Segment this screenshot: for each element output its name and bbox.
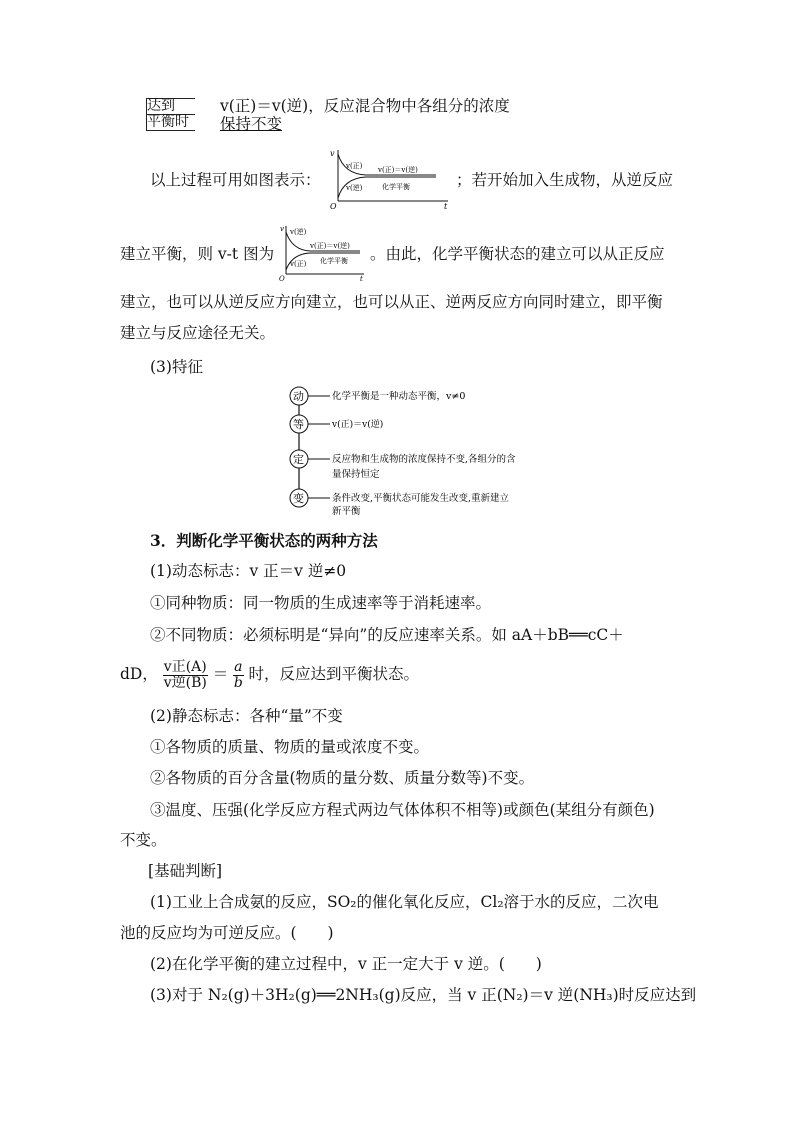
section3-static-1: ①各物质的质量、物质的量或浓度不变。 (150, 738, 430, 756)
reach-label-line2: 平衡时 (147, 114, 189, 130)
feature-text-bian-2: 新平衡 (332, 506, 361, 516)
basic-q1a: (1)工业上合成氨的反应，SO₂的催化氧化反应，Cl₂溶于水的反应，二次电 (150, 893, 659, 911)
para1-after: ；若开始加入生成物，从逆反应 (456, 171, 674, 189)
section3-static-2: ②各物质的百分含量(物质的量分数、质量分数等)不变。 (150, 769, 535, 787)
graph2-reverse-label: v(逆) (290, 228, 307, 236)
feature-char-ding: 定 (293, 453, 304, 466)
vt-graph-forward (316, 146, 454, 210)
section3-title: 3．判断化学平衡状态的两种方法 (150, 531, 378, 550)
reach-equilibrium-label (146, 98, 195, 131)
graph2-equal-label: v(正)＝v(逆) (310, 242, 350, 250)
graph1-t-label: t (444, 202, 448, 210)
rate-ratio-numerator: v正(A) (163, 658, 207, 675)
section3-dynamic: (1)动态标志：v 正＝v 逆≠0 (150, 562, 347, 580)
graph1-balance-label: 化学平衡 (382, 183, 410, 191)
section3-dynamic-2b (120, 656, 419, 692)
graph2-v-label: v (280, 225, 284, 233)
reach-text-2: 保持不变 (220, 115, 283, 133)
graph2-origin: O (279, 275, 285, 282)
ab-denominator: b (233, 674, 243, 691)
feature-char-deng: 等 (293, 418, 304, 431)
ab-fraction (233, 660, 243, 691)
para1-line4: 建立与反应途径无关。 (120, 324, 276, 342)
graph1-forward-label: v(正) (346, 162, 363, 170)
feature-char-dong: 动 (293, 390, 304, 403)
graph1-origin: O (330, 202, 337, 210)
basic-q3: (3)对于 N₂(g)＋3H₂(g)══2NH₃(g)反应，当 v 正(N₂)＝v 逆(NH₃)时反应达到 (150, 986, 697, 1004)
vt-graph-reverse (276, 222, 368, 282)
reach-text-1: v(正)＝v(逆)，反应混合物中各组分的浓度 (220, 97, 510, 115)
rate-ratio-fraction (163, 660, 208, 691)
rate-ratio-denominator: v逆(B) (163, 674, 207, 691)
basic-q2: (2)在化学平衡的建立过程中，v 正一定大于 v 逆。( ) (150, 955, 542, 973)
features-heading: (3)特征 (150, 358, 203, 376)
graph2-forward-label: v(正) (290, 260, 307, 268)
feature-text-ding: 反应物和生成物的浓度保持不变,各组分的含 (332, 454, 516, 465)
dyn2b-pre: dD， (120, 665, 158, 683)
basic-q1b: 池的反应均为可逆反应。( ) (120, 924, 334, 942)
section3-static-3b: 不变。 (120, 831, 167, 849)
graph1-reverse-label: v(逆) (346, 184, 363, 192)
feature-text-ding-2: 量保持恒定 (332, 469, 380, 480)
reach-label-line1: 达到 (147, 99, 195, 115)
features-diagram (282, 384, 542, 516)
graph2-balance-label: 化学平衡 (320, 257, 348, 265)
para1-after2: 。由此，化学平衡状态的建立可以从正反应 (370, 245, 665, 263)
dyn2b-post: 时，反应达到平衡状态。 (248, 665, 419, 683)
para1-line3: 建立，也可以从逆反应方向建立，也可以从正、逆两反应方向同时建立，即平衡 (120, 293, 663, 311)
dyn2b-eq: ＝ (212, 665, 229, 683)
para1-before2: 建立平衡，则 v-t 图为 (120, 245, 275, 263)
section3-dynamic-2a: ②不同物质：必须标明是“异向”的反应速率关系。如 aA＋bB══cC＋ (150, 626, 624, 644)
section3-static-3a: ③温度、压强(化学反应方程式两边气体体积不相等)或颜色(某组分有颜色) (150, 801, 655, 819)
feature-text-deng: v(正)＝v(逆) (332, 420, 384, 430)
graph1-v-label: v (330, 149, 335, 158)
feature-text-bian: 条件改变,平衡状态可能发生改变,重新建立 (332, 493, 510, 504)
feature-text-dong: 化学平衡是一种动态平衡，v≠0 (332, 391, 466, 402)
basic-title: [基础判断] (148, 862, 223, 880)
feature-char-bian: 变 (293, 492, 304, 505)
section3-dynamic-1: ①同种物质：同一物质的生成速率等于消耗速率。 (150, 594, 492, 612)
section3-static: (2)静态标志：各种“量”不变 (150, 707, 343, 725)
ab-numerator: a (234, 658, 243, 675)
graph1-equal-label: v(正)＝v(逆) (378, 166, 418, 174)
para1-before: 以上过程可用如图表示： (150, 171, 321, 189)
graph2-t-label: t (360, 275, 363, 282)
